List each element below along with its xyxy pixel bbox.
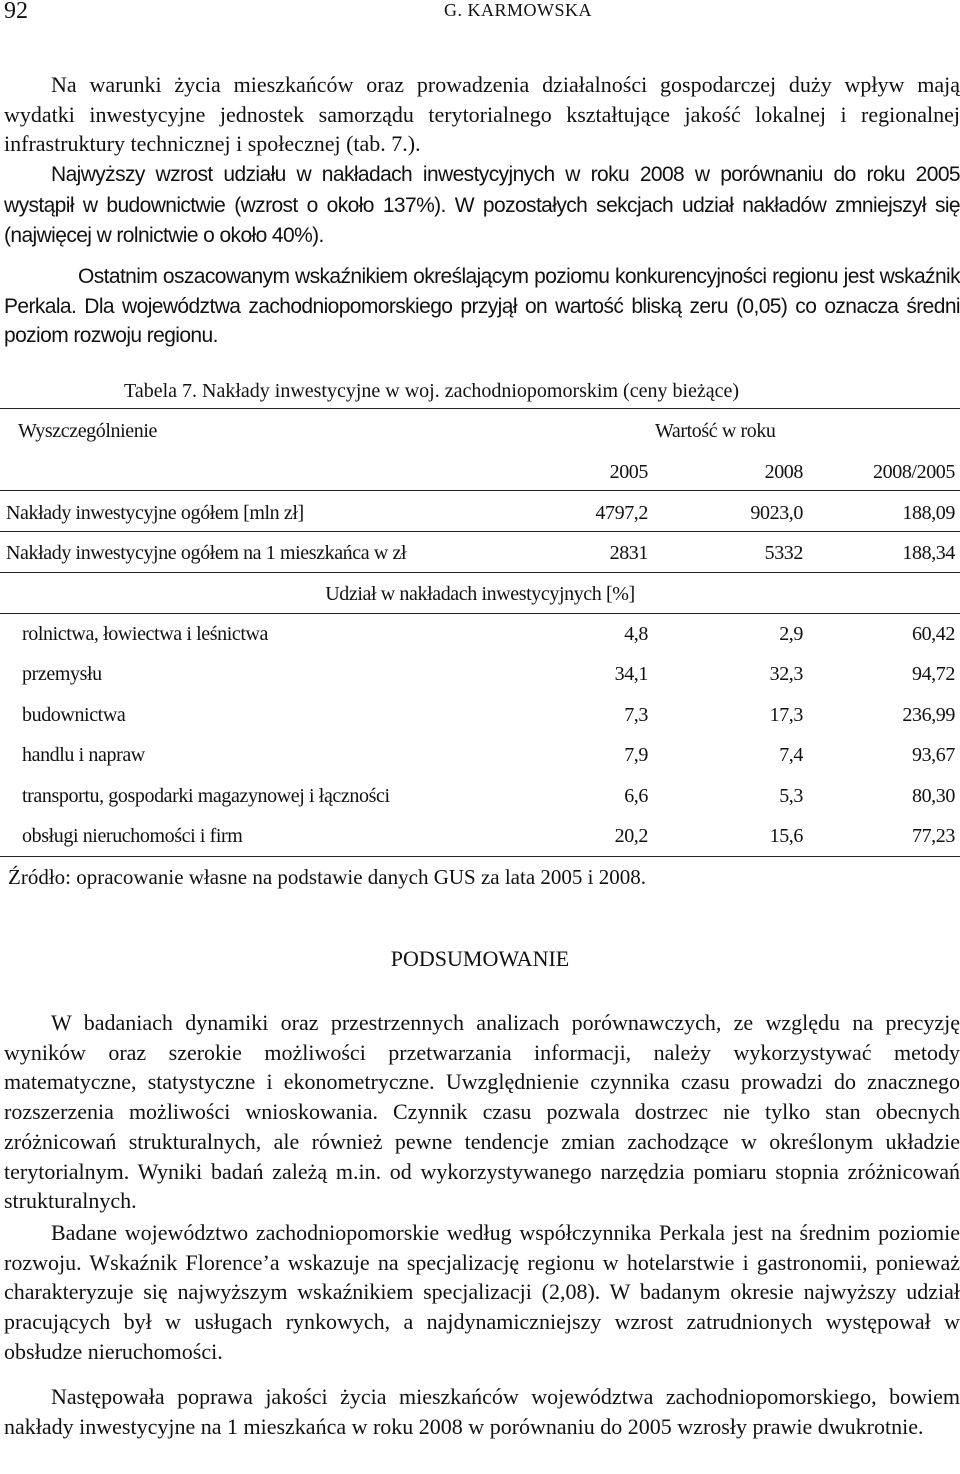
cell-2008: 5,3 bbox=[779, 785, 803, 807]
row-label: budownictwa bbox=[22, 704, 126, 726]
row-label: handlu i napraw bbox=[22, 744, 145, 766]
cell-2008: 17,3 bbox=[769, 704, 803, 726]
cell-2005: 2831 bbox=[609, 542, 648, 564]
table-row bbox=[0, 744, 960, 774]
table-row-rule bbox=[0, 531, 960, 532]
section-heading: PODSUMOWANIE bbox=[390, 946, 570, 971]
table-row bbox=[0, 704, 960, 734]
row-label: Nakłady inwestycyjne ogółem [mln zł] bbox=[6, 502, 304, 524]
cell-2008: 2,9 bbox=[779, 623, 803, 645]
running-title: G. KARMOWSKA bbox=[444, 0, 593, 20]
row-label: przemysłu bbox=[22, 663, 102, 685]
summary-paragraph-1: W badaniach dynamiki oraz przestrzennych analizach porównawczych, ze względu na precyzję wyników oraz szerokie możliwości przetwarzania informacji, należy wykorzystywać metody matematyczne, statystyczne i ekonometryczne. Uwzględnienie czynnika czasu prowadzi do znacznego rozszerzenia możliwości wnioskowania. Czynnik czasu pozwala dostrzec nie tylko stan obecnych zróżnicowań strukturalnych, ale również pewne tendencje zmian zachodzące w określonym układzie terytorialnym. Wyniki badań zależą m.in. od wykorzystywanego narzędzia pomiaru stopnia zróżnicowań strukturalnych. bbox=[4, 1010, 960, 1214]
table-subheader-row bbox=[0, 583, 960, 613]
cell-2005: 34,1 bbox=[614, 663, 648, 685]
table-subheader: Udział w nakładach inwestycyjnych [%] bbox=[325, 583, 635, 605]
intro-paragraph-1: Na warunki życia mieszkańców oraz prowadzenia działalności gospodarczej duży wpływ mają wydatki inwestycyjne jednostek samorządu terytorialnego kształtujące jakość lokalnej i regionalnej infrastruktury technicznej i społecznej (tab. 7.). bbox=[4, 72, 960, 157]
cell-ratio: 77,23 bbox=[911, 825, 955, 847]
column-header: 2008 bbox=[764, 461, 803, 483]
table-header-row bbox=[0, 420, 960, 450]
column-header: 2005 bbox=[609, 461, 648, 483]
table-row bbox=[0, 542, 960, 572]
cell-2005: 4797,2 bbox=[595, 502, 648, 524]
intro-paragraph-3: Ostatnim oszacowanym wskaźnikiem określającym poziomu konkurencyjności regionu jest wskaźnik Perkala. Dla województwa zachodniopomorskiego przyjął on wartość bliską zeru (0,05) co oznacza średni poziom rozwoju regionu. bbox=[4, 265, 960, 347]
page-number: 92 bbox=[4, 0, 28, 24]
column-label: Wyszczególnienie bbox=[18, 420, 157, 442]
row-label: obsługi nieruchomości i firm bbox=[22, 825, 243, 847]
group-header: Wartość w roku bbox=[655, 420, 776, 442]
cell-2005: 20,2 bbox=[614, 825, 648, 847]
cell-2005: 7,3 bbox=[624, 704, 648, 726]
table-row-rule bbox=[0, 572, 960, 573]
table-caption: Tabela 7. Nakłady inwestycyjne w woj. zachodniopomorskim (ceny bieżące) bbox=[124, 380, 740, 402]
summary-paragraph-2: Badane województwo zachodniopomorskie według współczynnika Perkala jest na średnim poziomie rozwoju. Wskaźnik Florence’a wskazuje na specjalizację regionu w hotelarstwie i gastronomii, ponieważ charakteryzuje się najwyższym wskaźnikiem specjalizacji (2,08). W badanym okresie najwyższy udział pracujących był w usługach rynkowych, a najdynamiczniejszy wzrost zatrudnionych występował w obsłudze nieruchomości. bbox=[4, 1220, 960, 1364]
cell-2005: 7,9 bbox=[624, 744, 648, 766]
cell-2008: 9023,0 bbox=[750, 502, 803, 524]
cell-2008: 7,4 bbox=[779, 744, 803, 766]
cell-ratio: 94,72 bbox=[911, 663, 955, 685]
cell-ratio: 188,34 bbox=[902, 542, 955, 564]
table-header-rule bbox=[0, 490, 960, 491]
table-row bbox=[0, 785, 960, 815]
cell-2008: 15,6 bbox=[769, 825, 803, 847]
cell-2008: 5332 bbox=[764, 542, 803, 564]
cell-ratio: 188,09 bbox=[902, 502, 955, 524]
row-label: Nakłady inwestycyjne ogółem na 1 mieszkańca w zł bbox=[6, 542, 407, 564]
summary-paragraph-3: Następowała poprawa jakości życia mieszkańców województwa zachodniopomorskiego, bowiem nakłady inwestycyjne na 1 mieszkańca w roku 2008 w porównaniu do 2005 wzrosły prawie dwukrotnie. bbox=[4, 1384, 960, 1439]
intro-paragraph-2: Najwyższy wzrost udziału w nakładach inwestycyjnych w roku 2008 w porównaniu do roku 2005 wystąpił w budownictwie (wzrost o około 137%). W pozostałych sekcjach udział nakładów zmniejszył się (najwięcej w rolnictwie o około 40%). bbox=[4, 163, 960, 247]
table-row bbox=[0, 623, 960, 653]
cell-ratio: 60,42 bbox=[911, 623, 955, 645]
cell-ratio: 80,30 bbox=[911, 785, 955, 807]
row-label: rolnictwa, łowiectwa i leśnictwa bbox=[22, 623, 268, 645]
row-label: transportu, gospodarki magazynowej i łączności bbox=[22, 785, 390, 807]
table-subheader-rule bbox=[0, 613, 960, 614]
cell-ratio: 93,67 bbox=[911, 744, 955, 766]
cell-2005: 6,6 bbox=[624, 785, 648, 807]
table-source-note: Źródło: opracowanie własne na podstawie danych GUS za lata 2005 i 2008. bbox=[8, 865, 646, 889]
table-row bbox=[0, 502, 960, 532]
column-header: 2008/2005 bbox=[873, 461, 955, 483]
table-top-rule bbox=[0, 408, 960, 409]
table-year-row bbox=[0, 461, 960, 491]
cell-2005: 4,8 bbox=[624, 623, 648, 645]
cell-2008: 32,3 bbox=[769, 663, 803, 685]
table-row bbox=[0, 663, 960, 693]
table-row bbox=[0, 825, 960, 855]
table-bottom-rule bbox=[0, 856, 960, 857]
cell-ratio: 236,99 bbox=[902, 704, 955, 726]
